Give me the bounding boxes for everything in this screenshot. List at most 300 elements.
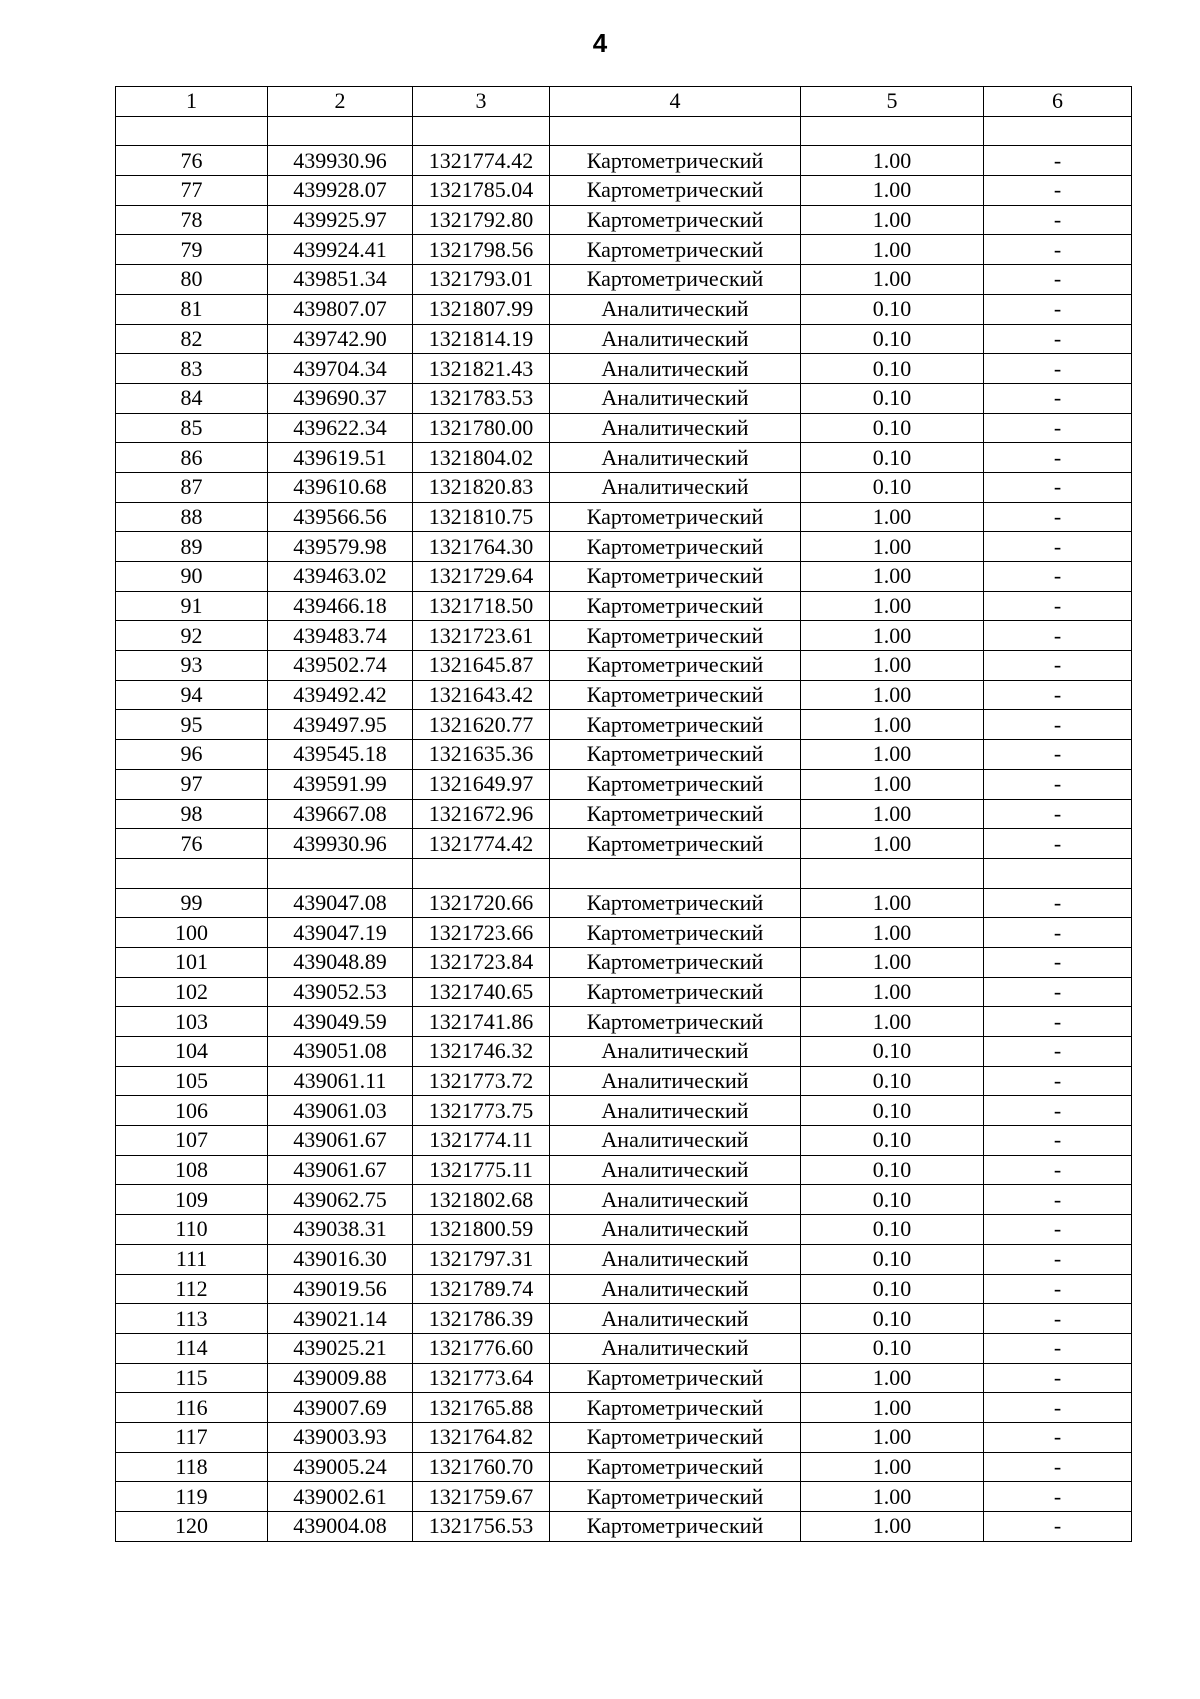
x-coordinate-cell: 439003.93 [268,1422,413,1452]
table-row [116,947,1132,977]
method-cell: Аналитический [550,1155,801,1185]
y-coordinate-cell: 1321740.65 [413,977,550,1007]
point-number-cell: 120 [116,1512,268,1542]
method-cell: Картометрический [550,562,801,592]
point-number-cell: 89 [116,532,268,562]
method-cell: Картометрический [550,799,801,829]
method-cell: Аналитический [550,1215,801,1245]
note-cell: - [984,235,1132,265]
note-cell: - [984,532,1132,562]
x-coordinate-cell: 439545.18 [268,740,413,770]
point-number-cell: 96 [116,740,268,770]
x-coordinate-cell: 439930.96 [268,146,413,176]
x-coordinate-cell: 439002.61 [268,1482,413,1512]
note-cell: - [984,651,1132,681]
table-row [116,205,1132,235]
point-number-cell: 100 [116,918,268,948]
accuracy-cell: 1.00 [801,1363,984,1393]
method-cell: Аналитический [550,354,801,384]
x-coordinate-cell: 439061.03 [268,1096,413,1126]
x-coordinate-cell: 439061.67 [268,1155,413,1185]
table-row [116,651,1132,681]
method-cell: Картометрический [550,591,801,621]
method-cell: Картометрический [550,265,801,295]
accuracy-cell: 1.00 [801,769,984,799]
method-cell: Картометрический [550,1393,801,1423]
method-cell: Картометрический [550,502,801,532]
x-coordinate-cell: 439062.75 [268,1185,413,1215]
note-cell: - [984,769,1132,799]
y-coordinate-cell [413,116,550,146]
y-coordinate-cell: 1321783.53 [413,383,550,413]
table-row [116,1512,1132,1542]
point-number-cell: 114 [116,1333,268,1363]
point-number-cell: 78 [116,205,268,235]
accuracy-cell: 0.10 [801,1066,984,1096]
accuracy-cell: 0.10 [801,1096,984,1126]
accuracy-cell: 0.10 [801,1274,984,1304]
y-coordinate-cell: 1321792.80 [413,205,550,235]
y-coordinate-cell: 1321776.60 [413,1333,550,1363]
y-coordinate-cell: 1321773.64 [413,1363,550,1393]
point-number-cell: 111 [116,1244,268,1274]
point-number-cell: 97 [116,769,268,799]
accuracy-cell: 1.00 [801,532,984,562]
note-cell: - [984,710,1132,740]
y-coordinate-cell: 1321785.04 [413,176,550,206]
accuracy-cell: 1.00 [801,146,984,176]
accuracy-cell: 1.00 [801,1452,984,1482]
method-cell: Картометрический [550,918,801,948]
column-header: 5 [801,87,984,117]
note-cell: - [984,354,1132,384]
point-number-cell: 104 [116,1037,268,1067]
point-number-cell: 92 [116,621,268,651]
accuracy-cell: 1.00 [801,562,984,592]
point-number-cell: 76 [116,829,268,859]
x-coordinate-cell: 439009.88 [268,1363,413,1393]
column-header: 6 [984,87,1132,117]
note-cell: - [984,1274,1132,1304]
x-coordinate-cell: 439051.08 [268,1037,413,1067]
point-number-cell: 91 [116,591,268,621]
method-cell: Аналитический [550,383,801,413]
table-row [116,1155,1132,1185]
y-coordinate-cell: 1321760.70 [413,1452,550,1482]
x-coordinate-cell: 439038.31 [268,1215,413,1245]
method-cell [550,116,801,146]
note-cell: - [984,1244,1132,1274]
note-cell: - [984,1422,1132,1452]
note-cell: - [984,1333,1132,1363]
method-cell: Картометрический [550,1452,801,1482]
table-row [116,1333,1132,1363]
point-number-cell: 84 [116,383,268,413]
point-number-cell: 119 [116,1482,268,1512]
method-cell: Картометрический [550,532,801,562]
note-cell: - [984,1304,1132,1334]
note-cell: - [984,1482,1132,1512]
accuracy-cell: 0.10 [801,1244,984,1274]
y-coordinate-cell: 1321741.86 [413,1007,550,1037]
y-coordinate-cell: 1321789.74 [413,1274,550,1304]
point-number-cell: 109 [116,1185,268,1215]
y-coordinate-cell: 1321786.39 [413,1304,550,1334]
x-coordinate-cell: 439591.99 [268,769,413,799]
table-row [116,1452,1132,1482]
point-number-cell: 90 [116,562,268,592]
page-number: 4 [592,28,608,58]
x-coordinate-cell: 439061.67 [268,1126,413,1156]
point-number-cell: 83 [116,354,268,384]
y-coordinate-cell: 1321720.66 [413,888,550,918]
x-coordinate-cell: 439016.30 [268,1244,413,1274]
accuracy-cell: 1.00 [801,888,984,918]
note-cell: - [984,918,1132,948]
x-coordinate-cell: 439924.41 [268,235,413,265]
point-number-cell: 116 [116,1393,268,1423]
table-row [116,146,1132,176]
accuracy-cell: 0.10 [801,1155,984,1185]
point-number-cell: 98 [116,799,268,829]
accuracy-cell: 0.10 [801,354,984,384]
table-row [116,1037,1132,1067]
table-row [116,769,1132,799]
table-body [116,116,1132,1541]
note-cell: - [984,205,1132,235]
table-row [116,1007,1132,1037]
table-row [116,621,1132,651]
x-coordinate-cell: 439021.14 [268,1304,413,1334]
note-cell: - [984,1155,1132,1185]
note-cell [984,858,1132,888]
x-coordinate-cell: 439928.07 [268,176,413,206]
table-row [116,562,1132,592]
table-row [116,1215,1132,1245]
table-row [116,680,1132,710]
y-coordinate-cell: 1321820.83 [413,472,550,502]
note-cell: - [984,265,1132,295]
method-cell: Аналитический [550,1274,801,1304]
note-cell: - [984,1096,1132,1126]
note-cell: - [984,1393,1132,1423]
y-coordinate-cell: 1321821.43 [413,354,550,384]
table-row [116,1096,1132,1126]
accuracy-cell: 0.10 [801,383,984,413]
x-coordinate-cell: 439704.34 [268,354,413,384]
note-cell: - [984,443,1132,473]
method-cell: Аналитический [550,443,801,473]
x-coordinate-cell [268,116,413,146]
method-cell: Аналитический [550,1126,801,1156]
point-number-cell: 101 [116,947,268,977]
table-row [116,324,1132,354]
x-coordinate-cell: 439049.59 [268,1007,413,1037]
table-row [116,710,1132,740]
accuracy-cell: 1.00 [801,799,984,829]
x-coordinate-cell: 439061.11 [268,1066,413,1096]
accuracy-cell: 1.00 [801,265,984,295]
x-coordinate-cell: 439047.19 [268,918,413,948]
x-coordinate-cell: 439851.34 [268,265,413,295]
method-cell: Аналитический [550,324,801,354]
note-cell: - [984,1363,1132,1393]
table-row [116,1274,1132,1304]
point-number-cell: 105 [116,1066,268,1096]
x-coordinate-cell: 439466.18 [268,591,413,621]
x-coordinate-cell: 439610.68 [268,472,413,502]
accuracy-cell: 1.00 [801,621,984,651]
x-coordinate-cell: 439807.07 [268,294,413,324]
y-coordinate-cell: 1321723.66 [413,918,550,948]
note-cell: - [984,1215,1132,1245]
y-coordinate-cell: 1321723.61 [413,621,550,651]
table-header-row [116,87,1132,117]
y-coordinate-cell: 1321672.96 [413,799,550,829]
y-coordinate-cell: 1321764.82 [413,1422,550,1452]
note-cell: - [984,888,1132,918]
table-row [116,443,1132,473]
y-coordinate-cell: 1321804.02 [413,443,550,473]
table-row [116,354,1132,384]
note-cell: - [984,621,1132,651]
accuracy-cell: 0.10 [801,443,984,473]
column-header: 3 [413,87,550,117]
x-coordinate-cell: 439667.08 [268,799,413,829]
x-coordinate-cell: 439492.42 [268,680,413,710]
note-cell: - [984,413,1132,443]
method-cell: Картометрический [550,651,801,681]
method-cell: Аналитический [550,1333,801,1363]
method-cell: Картометрический [550,680,801,710]
x-coordinate-cell: 439005.24 [268,1452,413,1482]
y-coordinate-cell: 1321723.84 [413,947,550,977]
method-cell: Картометрический [550,205,801,235]
point-number-cell: 80 [116,265,268,295]
coordinates-table [115,86,1132,1542]
table-row [116,116,1132,146]
y-coordinate-cell: 1321649.97 [413,769,550,799]
table-row [116,176,1132,206]
accuracy-cell: 1.00 [801,1007,984,1037]
accuracy-cell: 1.00 [801,680,984,710]
point-number-cell: 110 [116,1215,268,1245]
table-row [116,858,1132,888]
point-number-cell [116,858,268,888]
note-cell: - [984,1185,1132,1215]
accuracy-cell: 0.10 [801,324,984,354]
y-coordinate-cell: 1321635.36 [413,740,550,770]
x-coordinate-cell: 439483.74 [268,621,413,651]
table-row [116,1304,1132,1334]
method-cell: Картометрический [550,947,801,977]
method-cell: Аналитический [550,1066,801,1096]
x-coordinate-cell: 439052.53 [268,977,413,1007]
y-coordinate-cell: 1321645.87 [413,651,550,681]
note-cell: - [984,502,1132,532]
method-cell: Аналитический [550,472,801,502]
y-coordinate-cell: 1321746.32 [413,1037,550,1067]
x-coordinate-cell: 439502.74 [268,651,413,681]
accuracy-cell: 1.00 [801,977,984,1007]
method-cell: Аналитический [550,1096,801,1126]
accuracy-cell: 1.00 [801,1393,984,1423]
x-coordinate-cell: 439690.37 [268,383,413,413]
y-coordinate-cell: 1321802.68 [413,1185,550,1215]
y-coordinate-cell: 1321774.42 [413,146,550,176]
y-coordinate-cell: 1321774.11 [413,1126,550,1156]
point-number-cell: 99 [116,888,268,918]
table-row [116,413,1132,443]
method-cell: Картометрический [550,769,801,799]
y-coordinate-cell: 1321729.64 [413,562,550,592]
column-header: 2 [268,87,413,117]
accuracy-cell: 1.00 [801,1482,984,1512]
table-row [116,977,1132,1007]
method-cell: Картометрический [550,1007,801,1037]
accuracy-cell: 0.10 [801,1215,984,1245]
point-number-cell: 94 [116,680,268,710]
note-cell: - [984,146,1132,176]
method-cell: Картометрический [550,235,801,265]
table-row [116,502,1132,532]
y-coordinate-cell: 1321718.50 [413,591,550,621]
point-number-cell: 117 [116,1422,268,1452]
y-coordinate-cell: 1321764.30 [413,532,550,562]
table-row [116,740,1132,770]
point-number-cell: 106 [116,1096,268,1126]
table-row [116,1066,1132,1096]
x-coordinate-cell: 439742.90 [268,324,413,354]
point-number-cell: 85 [116,413,268,443]
note-cell: - [984,324,1132,354]
note-cell: - [984,977,1132,1007]
x-coordinate-cell: 439007.69 [268,1393,413,1423]
x-coordinate-cell: 439463.02 [268,562,413,592]
table-row [116,294,1132,324]
accuracy-cell: 1.00 [801,502,984,532]
note-cell [984,116,1132,146]
accuracy-cell: 1.00 [801,829,984,859]
accuracy-cell: 1.00 [801,235,984,265]
note-cell: - [984,472,1132,502]
accuracy-cell: 1.00 [801,1512,984,1542]
column-header: 1 [116,87,268,117]
y-coordinate-cell: 1321793.01 [413,265,550,295]
y-coordinate-cell: 1321643.42 [413,680,550,710]
table-row [116,1482,1132,1512]
x-coordinate-cell: 439497.95 [268,710,413,740]
accuracy-cell: 0.10 [801,1185,984,1215]
y-coordinate-cell: 1321797.31 [413,1244,550,1274]
table-row [116,1244,1132,1274]
method-cell: Картометрический [550,176,801,206]
point-number-cell: 108 [116,1155,268,1185]
y-coordinate-cell: 1321775.11 [413,1155,550,1185]
y-coordinate-cell: 1321765.88 [413,1393,550,1423]
accuracy-cell: 0.10 [801,1037,984,1067]
accuracy-cell: 1.00 [801,947,984,977]
note-cell: - [984,799,1132,829]
method-cell: Картометрический [550,977,801,1007]
note-cell: - [984,591,1132,621]
method-cell: Картометрический [550,740,801,770]
x-coordinate-cell [268,858,413,888]
accuracy-cell: 1.00 [801,740,984,770]
note-cell: - [984,947,1132,977]
table-row [116,1393,1132,1423]
accuracy-cell: 1.00 [801,176,984,206]
method-cell: Картометрический [550,888,801,918]
accuracy-cell: 0.10 [801,1126,984,1156]
method-cell: Картометрический [550,1512,801,1542]
method-cell: Картометрический [550,829,801,859]
point-number-cell: 102 [116,977,268,1007]
method-cell: Аналитический [550,1304,801,1334]
x-coordinate-cell: 439004.08 [268,1512,413,1542]
note-cell: - [984,176,1132,206]
point-number-cell: 107 [116,1126,268,1156]
x-coordinate-cell: 439048.89 [268,947,413,977]
point-number-cell: 115 [116,1363,268,1393]
y-coordinate-cell: 1321759.67 [413,1482,550,1512]
x-coordinate-cell: 439622.34 [268,413,413,443]
point-number-cell: 112 [116,1274,268,1304]
table-row [116,918,1132,948]
method-cell: Картометрический [550,621,801,651]
table-row [116,888,1132,918]
note-cell: - [984,740,1132,770]
accuracy-cell [801,116,984,146]
x-coordinate-cell: 439025.21 [268,1333,413,1363]
table-row [116,829,1132,859]
y-coordinate-cell [413,858,550,888]
point-number-cell: 86 [116,443,268,473]
accuracy-cell: 1.00 [801,651,984,681]
column-header: 4 [550,87,801,117]
method-cell: Аналитический [550,1037,801,1067]
method-cell: Аналитический [550,1244,801,1274]
method-cell: Картометрический [550,1363,801,1393]
point-number-cell: 93 [116,651,268,681]
table-row [116,591,1132,621]
table-row [116,1185,1132,1215]
accuracy-cell: 0.10 [801,472,984,502]
y-coordinate-cell: 1321798.56 [413,235,550,265]
accuracy-cell [801,858,984,888]
accuracy-cell: 0.10 [801,1333,984,1363]
y-coordinate-cell: 1321773.72 [413,1066,550,1096]
accuracy-cell: 1.00 [801,1422,984,1452]
accuracy-cell: 0.10 [801,1304,984,1334]
y-coordinate-cell: 1321756.53 [413,1512,550,1542]
table-row [116,1422,1132,1452]
method-cell: Аналитический [550,413,801,443]
x-coordinate-cell: 439047.08 [268,888,413,918]
point-number-cell [116,116,268,146]
table-row [116,1363,1132,1393]
note-cell: - [984,383,1132,413]
y-coordinate-cell: 1321814.19 [413,324,550,354]
y-coordinate-cell: 1321774.42 [413,829,550,859]
note-cell: - [984,1037,1132,1067]
x-coordinate-cell: 439579.98 [268,532,413,562]
note-cell: - [984,1452,1132,1482]
point-number-cell: 88 [116,502,268,532]
point-number-cell: 95 [116,710,268,740]
point-number-cell: 79 [116,235,268,265]
y-coordinate-cell: 1321780.00 [413,413,550,443]
